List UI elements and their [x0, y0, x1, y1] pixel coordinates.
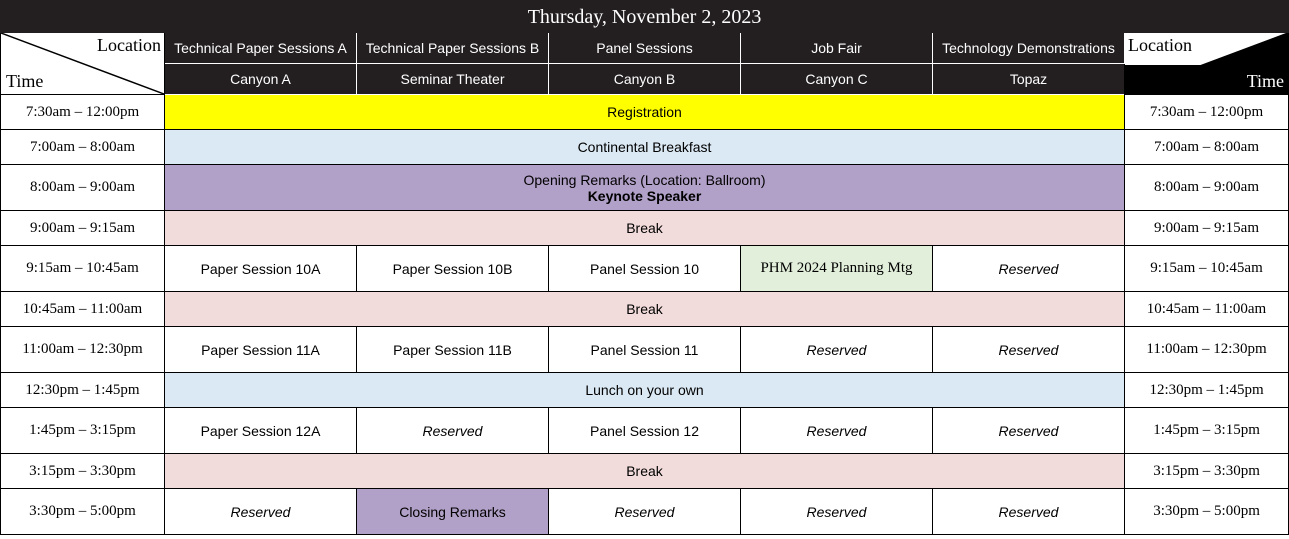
schedule-row — [1, 408, 1289, 454]
time-label: 9:15am – 10:45am — [1, 246, 165, 292]
break-cell: Break — [165, 454, 1125, 489]
track-header-jobfair: Job Fair — [741, 33, 933, 64]
time-label: 12:30pm – 1:45pm — [1, 373, 165, 408]
time-label: 7:30am – 12:00pm — [1, 95, 165, 130]
time-label: 3:15pm – 3:30pm — [1, 454, 165, 489]
reserved-cell: Reserved — [933, 246, 1125, 292]
track-header-a: Technical Paper Sessions A — [165, 33, 357, 64]
time-label: 10:45am – 11:00am — [1125, 292, 1289, 327]
session-cell: Paper Session 10B — [357, 246, 549, 292]
corner-header-left — [1, 33, 165, 95]
time-label: 8:00am – 9:00am — [1125, 165, 1289, 211]
time-label-right: Time — [1246, 71, 1285, 91]
time-label: 7:00am – 8:00am — [1125, 130, 1289, 165]
time-label: 10:45am – 11:00am — [1, 292, 165, 327]
schedule-row — [1, 165, 1289, 211]
opening-remarks-text: Opening Remarks (Location: Ballroom) — [523, 171, 766, 188]
reserved-cell: Reserved — [549, 489, 741, 535]
location-label-right: Location — [1128, 35, 1192, 55]
session-cell: Paper Session 11B — [357, 327, 549, 373]
break-cell: Break — [165, 211, 1125, 246]
reserved-cell: Reserved — [741, 408, 933, 454]
time-label: 11:00am – 12:30pm — [1, 327, 165, 373]
track-header-demos: Technology Demonstrations — [933, 33, 1125, 64]
room-header-demos: Topaz — [933, 64, 1125, 95]
time-label: 7:30am – 12:00pm — [1125, 95, 1289, 130]
room-header-a: Canyon A — [165, 64, 357, 95]
schedule-row — [1, 246, 1289, 292]
room-header-panel: Canyon B — [549, 64, 741, 95]
time-label: 1:45pm – 3:15pm — [1125, 408, 1289, 454]
reserved-cell: Reserved — [933, 489, 1125, 535]
time-label: 9:00am – 9:15am — [1125, 211, 1289, 246]
session-cell: Panel Session 11 — [549, 327, 741, 373]
registration-cell: Registration — [165, 95, 1125, 130]
time-label: 7:00am – 8:00am — [1, 130, 165, 165]
schedule-row — [1, 130, 1289, 165]
planning-meeting-cell: PHM 2024 Planning Mtg — [741, 246, 933, 292]
time-label: 12:30pm – 1:45pm — [1125, 373, 1289, 408]
lunch-cell: Lunch on your own — [165, 373, 1125, 408]
session-cell: Panel Session 10 — [549, 246, 741, 292]
time-label-left: Time — [6, 71, 44, 91]
session-cell: Panel Session 12 — [549, 408, 741, 454]
track-header-b: Technical Paper Sessions B — [357, 33, 549, 64]
location-label-left: Location — [97, 35, 161, 55]
time-label: 1:45pm – 3:15pm — [1, 408, 165, 454]
time-label: 8:00am – 9:00am — [1, 165, 165, 211]
schedule-row — [1, 211, 1289, 246]
time-label: 11:00am – 12:30pm — [1125, 327, 1289, 373]
schedule-row — [1, 327, 1289, 373]
track-header-panel: Panel Sessions — [549, 33, 741, 64]
time-label: 9:00am – 9:15am — [1, 211, 165, 246]
time-label: 3:30pm – 5:00pm — [1, 489, 165, 535]
room-header-b: Seminar Theater — [357, 64, 549, 95]
reserved-cell: Reserved — [357, 408, 549, 454]
session-cell: Paper Session 12A — [165, 408, 357, 454]
reserved-cell: Reserved — [741, 489, 933, 535]
corner-header-right — [1125, 33, 1289, 95]
break-cell: Break — [165, 292, 1125, 327]
reserved-cell: Reserved — [933, 408, 1125, 454]
schedule-row — [1, 454, 1289, 489]
schedule-day-title: Thursday, November 2, 2023 — [1, 1, 1289, 33]
closing-remarks-cell: Closing Remarks — [357, 489, 549, 535]
room-header-jobfair: Canyon C — [741, 64, 933, 95]
breakfast-cell: Continental Breakfast — [165, 130, 1125, 165]
session-cell: Paper Session 11A — [165, 327, 357, 373]
time-label: 3:30pm – 5:00pm — [1125, 489, 1289, 535]
schedule-row — [1, 292, 1289, 327]
opening-remarks-cell — [165, 165, 1125, 211]
schedule-row — [1, 373, 1289, 408]
schedule-row — [1, 95, 1289, 130]
reserved-cell: Reserved — [165, 489, 357, 535]
keynote-speaker-text: Keynote Speaker — [587, 187, 702, 204]
time-label: 3:15pm – 3:30pm — [1125, 454, 1289, 489]
time-label: 9:15am – 10:45am — [1125, 246, 1289, 292]
reserved-cell: Reserved — [933, 327, 1125, 373]
session-cell: Paper Session 10A — [165, 246, 357, 292]
reserved-cell: Reserved — [741, 327, 933, 373]
schedule-row — [1, 489, 1289, 535]
